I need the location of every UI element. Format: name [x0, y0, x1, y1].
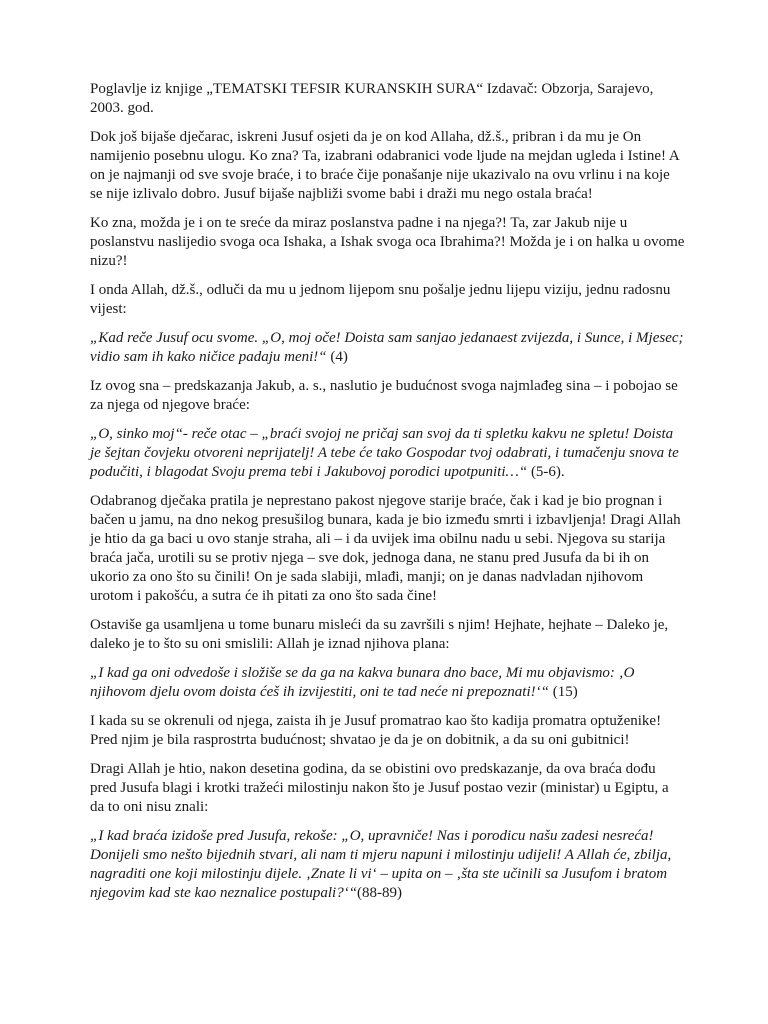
quran-quote [90, 827, 686, 903]
quran-quote [90, 664, 686, 702]
source-citation: Poglavlje iz knjige „TEMATSKI TEFSIR KURANSKIH SURA“ Izdavač: Obzorja, Sarajevo, 2003. god. [90, 81, 654, 116]
verse-reference: (15) [548, 684, 578, 700]
verse-reference: (88-89) [357, 885, 403, 901]
body-paragraph: Dragi Allah je htio, nakon desetina godina, da se obistini ovo predskazanje, da ova braća dođu pred Jusufa blagi i krotki tražeći milostinju nakon što je Jusuf postao vezir (ministar) u Egiptu, a da to oni nisu znali: [90, 761, 669, 815]
body-paragraph: Iz ovog sna – predskazanja Jakub, a. s., naslutio je budućnost svoga najmlađeg sina – i pobojao se za njega od njegove braće: [90, 378, 678, 413]
quote-text: „I kad braća izidoše pred Jusufa, rekoše: „O, upravniče! Nas i porodicu našu zadesi nesreća! Donijeli smo nešto bijednih stvari, ali nam ti mjeru napuni i milostinju udijeli! A Allah će, zbilja, nagraditi one koji milostinju dijele. ‚Znate li vi‘ – upita on – ‚šta ste učinili sa Jusufom i bratom njegovim kad ste kao neznalice postupali?‘“ [90, 828, 672, 901]
body-paragraph: Dok još bijaše dječarac, iskreni Jusuf osjeti da je on kod Allaha, dž.š., pribran i da mu je On namijenio posebnu ulogu. Ko zna? Ta, izabrani odabranici vode ljude na mejdan ugleda i Istine! A on je najmanji od sve svoje braće, i to braće čije ponašanje nije ukazivalo na ovu vrlinu i na koje se nije izlivalo dobro. Jusuf bijaše najbliži svome babi i draži mu nego ostala braća! [90, 129, 679, 202]
body-paragraph: Ko zna, možda je i on te sreće da miraz poslanstva padne i na njega?! Ta, zar Jakub nije u poslanstvu naslijedio svoga oca Ishaka, a Ishak svoga oca Ibrahima?! Možda je i on halka u ovome nizu?! [90, 215, 685, 269]
quote-text: „I kad ga oni odvedoše i složiše se da ga na kakva bunara dno bace, Mi mu objavismo: ‚O njihovom djelu ovom doista ćeš ih izvijestiti, oni te tad neće ni prepoznati!‘“ [90, 665, 635, 700]
quran-quote [90, 329, 686, 367]
document-page [90, 80, 686, 913]
body-paragraph: I kada su se okrenuli od njega, zaista ih je Jusuf promatrao kao što kadija promatra optuženike! Pred njim je bila rasprostrta budućnost; shvatao je da je on dobitnik, a da su oni gubitnici! [90, 713, 662, 748]
quote-text: „Kad reče Jusuf ocu svome. „O, moj oče! Doista sam sanjao jedanaest zvijezda, i Sunce, i Mjesec; vidio sam ih kako ničice padaju meni!“ [90, 330, 684, 365]
verse-reference: (4) [326, 349, 348, 365]
body-paragraph: Ostaviše ga usamljena u tome bunaru misleći da su završili s njim! Hejhate, hejhate – Daleko je, daleko je to što su oni smislili: Allah je iznad njihova plana: [90, 617, 669, 652]
quote-text: „O, sinko moj“- reče otac – „braći svojoj ne pričaj san svoj da ti spletku kakvu ne spletu! Doista je šejtan čovjeku otvoreni neprijatelj! A tebe će tako Gospodar tvoj odabrati, i tumačenju snova te podučiti, i blagodat Svoju prema tebi i Jakubovoj porodici upotpuniti…“ [90, 426, 679, 480]
body-paragraph: I onda Allah, dž.š., odluči da mu u jednom lijepom snu pošalje jednu lijepu viziju, jednu radosnu vijest: [90, 282, 671, 317]
body-paragraph: Odabranog dječaka pratila je neprestano pakost njegove starije braće, čak i kad je bio prognan i bačen u jamu, na dno nekog presušilog bunara, kada je bio između smrti i izbavljenja! Dragi Allah je htio da ga baci u ovo stanje straha, ali – i da uvijek ima obilnu nadu u sebi. Njegova su starija braća jača, urotili su se protiv njega – sve dok, jednoga dana, ne stanu pred Jusufa da bi ih on ukorio za ono što su činili! On je sada slabiji, mlađi, manji; on je danas nadvladan njihovom urotom i pakošću, a sutra će ih pitati za ono što sada čine! [90, 493, 681, 604]
verse-reference: (5-6). [527, 464, 565, 480]
quran-quote [90, 425, 686, 482]
